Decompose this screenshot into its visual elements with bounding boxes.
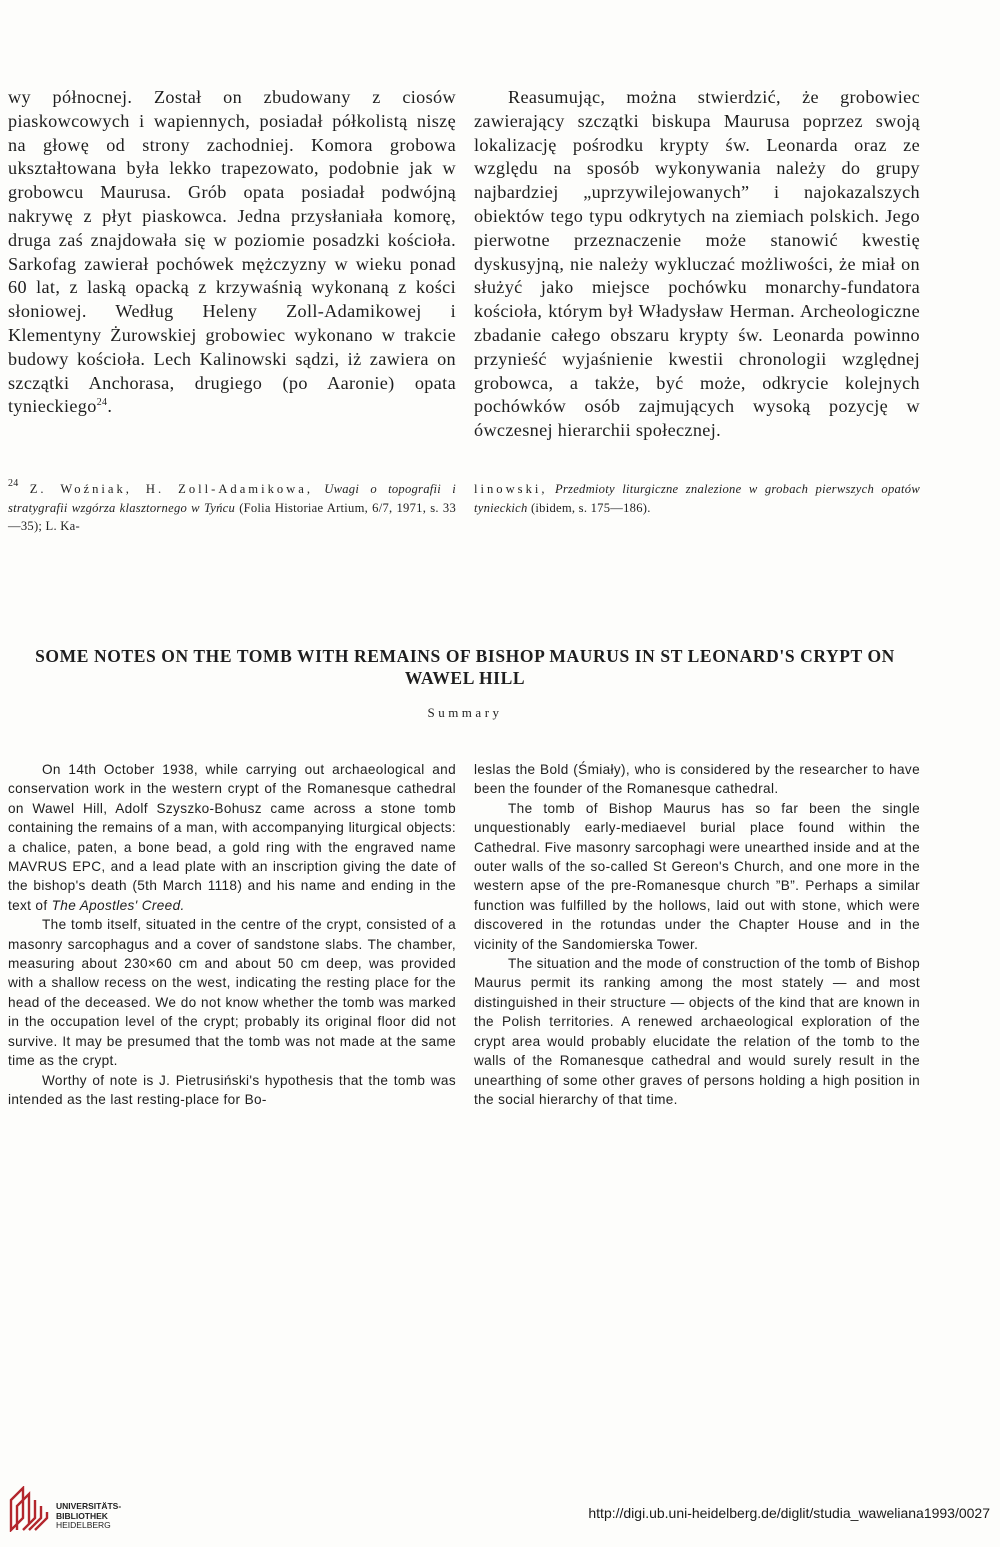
footnote-source: (Folia Historiae Artium, 6/7, 1971, s. 33—35); L. Ka- (8, 500, 456, 534)
footnote-left (8, 480, 456, 536)
summary-paragraph: leslas the Bold (Śmiały), who is considered by the researcher to have been the founder of the Romanesque cathedral. (474, 762, 920, 797)
footnote-title: Uwagi o topografii i stratygrafii wzgórza klasztornego w Tyńcu (8, 482, 456, 515)
permalink-url[interactable]: http://digi.ub.uni-heidelberg.de/diglit/studia_waweliana1993/0027 (588, 1505, 990, 1521)
library-name-line1: UNIVERSITÄTS- (56, 1501, 122, 1511)
university-library-logo-icon (9, 1486, 53, 1532)
footnote-source: (ibidem, s. 175—186). (530, 500, 651, 515)
footnote-number: 24 (8, 478, 19, 489)
footnote-text (8, 480, 456, 536)
summary-paragraph (8, 760, 456, 915)
summary-text-left-column (8, 760, 456, 1109)
summary-paragraph: Worthy of note is J. Pietrusiński's hypothesis that the tomb was intended as the last resting-place for Bo- (8, 1072, 456, 1107)
summary-paragraph: The situation and the mode of construction of the tomb of Bishop Maurus permit its ranking among the most stately — and most distinguished in their structure — objects of the kind that are known in the Polish territories. A renewed archaeological exploration of the crypt area would probably elucidate the relation of the tomb to the walls of the Romanesque cathedral and would surely result in the unearthing of some other graves of persons holding a high position in the social hierarchy of that time. (474, 956, 920, 1107)
library-name-line3: HEIDELBERG (56, 1520, 111, 1530)
library-name-line2: BIBLIOTHEK (56, 1510, 108, 1521)
summary-title: SOME NOTES ON THE TOMB WITH REMAINS OF BISHOP MAURUS IN ST LEONARD'S CRYPT ON WAWEL HILL (35, 646, 895, 688)
polish-paragraph (8, 86, 456, 419)
creed-title: The Apostles' Creed. (51, 897, 185, 913)
footnote-right (474, 480, 920, 517)
page-footer (0, 1478, 1000, 1547)
summary-paragraph-text: On 14th October 1938, while carrying out archaeological and conservation work in the western crypt of the Romanesque cathedral on Wawel Hill, Adolf Szyszko-Bohusz came across a stone tomb containing the remains of a man, with accompanying liturgical objects: a chalice, paten, a bone bead, a gold ring with the engraved name MAVRUS EPC, and a lead plate with an inscription giving the date of the bishop's death (5th March 1118) and his name and ending in the text of (8, 762, 456, 913)
summary-subtitle: Summary (427, 705, 503, 720)
footnote-text-continued (474, 480, 920, 517)
summary-paragraph: The tomb of Bishop Maurus has so far been the single unquestionably early-mediaevel burial place found within the Cathedral. Five masonry sarcophagi were unearthed inside and at the outer walls of the so-called St Gereon's Church, and one more in the western apse of the pre-Romanesque church ”B”. Perhaps a similar function was fulfilled by the hollows, laid out with stone, which were discovered in the rotundas under the Chapter House and in the vicinity of the Sandomierska Tower. (474, 800, 920, 952)
summary-paragraph: The tomb itself, situated in the centre of the crypt, consisted of a masonry sarcophagus and a cover of sandstone slabs. The chamber, measuring about 230×60 cm and about 50 cm deep, was provided with a shallow recess on the west, indicating the resting place for the head of the deceased. We do not know whether the tomb was marked in the occupation level of the crypt; probably its original floor did not survive. It may be presumed that the tomb was not made at the same time as the crypt. (8, 917, 456, 1069)
footnote-author: linowski, (474, 482, 548, 496)
polish-text-left-column (8, 86, 456, 419)
sentence-end: . (107, 396, 113, 417)
footnote-author: Z. Woźniak, H. Zoll-Adamikowa, (29, 482, 314, 496)
polish-conclusion-paragraph: Reasumując, można stwierdzić, że grobowiec zawierający szczątki biskupa Maurusa poprzez swoją lokalizację pośrodku krypty św. Leonarda oraz ze względu na sposób wykonywania należy do grupy najbardziej „uprzywilejowanych” i najokazalszych obiektów tego typu odkrytych na ziemiach polskich. Jego pierwotne przeznaczenie może stanowić kwestię dyskusyjną, nie należy wykluczać możliwości, że miał on służyć jako miejsce pochówku monarchy-fundatora kościoła, którym był Władysław Herman. Archeologiczne zbadanie całego obszaru krypty św. Leonarda powinno przynieść wyjaśnienie kwestii chronologii względnej grobowca, a także, być może, odkrycie kolejnych pochówków osób zajmujących wysoką pozycję w ówczesnej hierarchii społecznej. (474, 87, 920, 441)
footnote-reference: 24 (96, 397, 108, 409)
summary-heading (0, 645, 930, 721)
library-name (56, 1502, 121, 1531)
summary-text-right-column (474, 760, 920, 1109)
polish-text-right-column (474, 86, 920, 443)
polish-paragraph-text: wy północnej. Został on zbudowany z ciosów piaskowcowych i wapiennych, posiadał półkolistą niszę na głowę od strony zachodniej. Komora grobowa ukształtowana była lekko trapezowato, podobnie jak w grobowcu Maurusa. Grób opata posiadał podwójną nakrywę z płyt piaskowca. Jedna przysłaniała komorę, druga zaś znajdowała się w poziomie posadzki kościoła. Sarkofag zawierał pochówek mężczyzny w wieku ponad 60 lat, z laską opacką z krzywaśnią wykonaną z kości słoniowej. Według Heleny Zoll-Adamikowej i Klementyny Żurowskiej grobowiec wykonano w trakcie budowy kościoła. Lech Kalinowski sądzi, iż zawiera on szczątki Anchorasa, drugiego (po Aaronie) opata tynieckiego (8, 87, 456, 417)
footnote-title: Przedmioty liturgiczne znalezione w grobach pierwszych opatów tynieckich (474, 482, 920, 515)
